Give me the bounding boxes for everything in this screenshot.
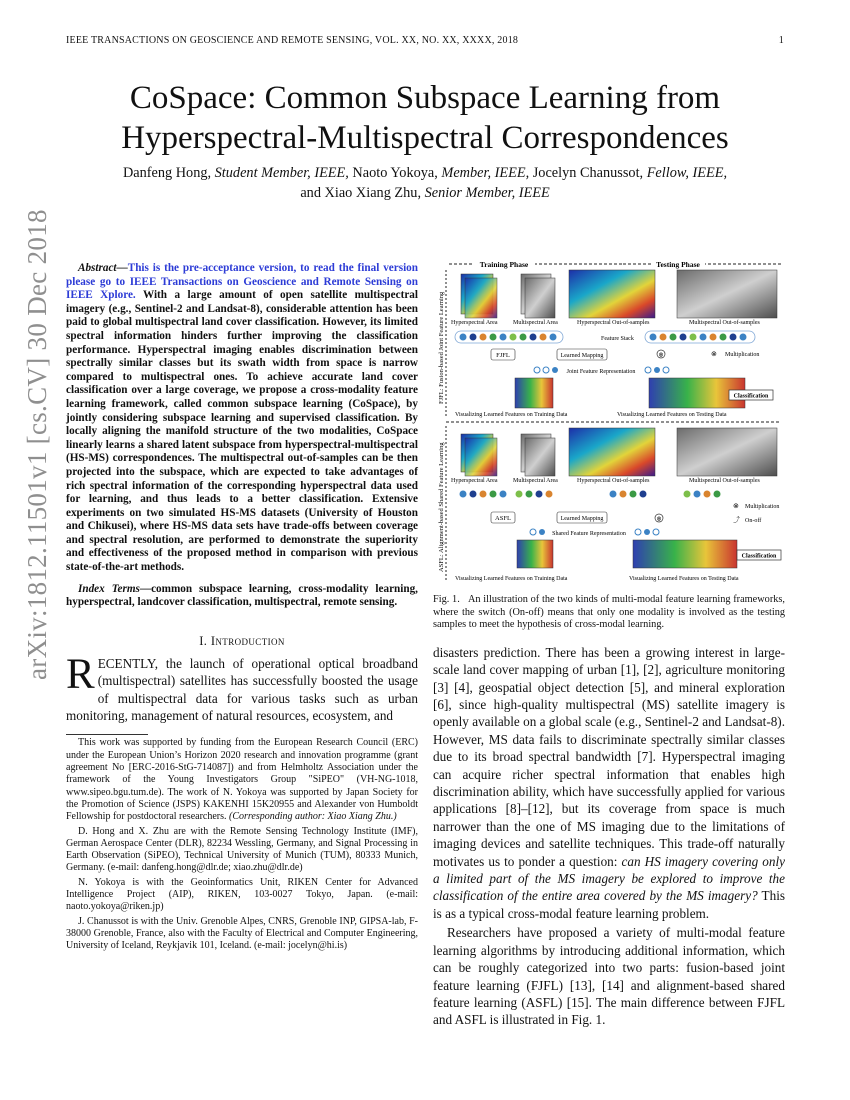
author-name: Naoto Yokoya, bbox=[348, 165, 442, 181]
on-off-legend-icon: ⤴ bbox=[733, 516, 740, 524]
footnote-affiliation-hong-zhu: D. Hong and X. Zhu are with the Remote Sensing Technology Institute (IMF), German Aerospace Center (DLR), 82234 Wessling, Germany, and Signal Processing in Earth Observation (SiPEO), Technical University of Munich (TUM), 80333 Munich, Germany. (e-mail: danfeng.hong@dlr.de; xiao.zhu@dlr.de) bbox=[66, 825, 418, 874]
classification-label-top: Classification bbox=[733, 393, 769, 400]
shared-rep-label: Shared Feature Representation bbox=[552, 531, 626, 537]
section-number: I. bbox=[199, 633, 208, 648]
vis-train-image-bottom bbox=[517, 540, 553, 568]
abstract-final-version-link[interactable]: This is the pre-acceptance version, to read the final version please go to IEEE Transactions on Geoscience and Remote Sensing on IEEE Xplore. bbox=[66, 262, 418, 302]
abstract-body: With a large amount of open satellite multispectral imagery (e.g., Sentinel-2 and Landsat-8), considerable attention has been paid to global multispectral land cover classification. However, its limited spectral information hinders further improving the classification performance. Hyperspectral imaging enables discrimination between spectrally similar classes but its swath width from space is narrow compared to multispectral ones. To achieve accurate land cover classification over a large coverage, we propose a cross-modality feature learning framework, called common subspace learning (CoSpace), by jointly considering subspace learning and supervised classification. By locally aligning the manifold structure of the two modalities, CoSpace linearly learns a shared latent subspace from hyperspectral-multispectral (HS-MS) correspondences. The multispectral out-of-samples can be then projected into the subspace, which are expected to take advantages of rich spectral information of the corresponding hyperspectral data used for learning, and thus leads to a better classification. Extensive experiments on two simulated HS-MS datasets (University of Houston and Chikusei), where HS-MS data sets have trade-offs between coverage and spectral resolution, are performed to demonstrate the superiority and effectiveness of the proposed method in comparison with previous state-of-the-art methods. bbox=[66, 289, 418, 574]
right-column bbox=[433, 256, 785, 1029]
paragraph-researchers: Researchers have proposed a variety of multi-modal feature learning algorithms by introducing additional information, which can be roughly categorized into two parts: fusion-based joint feature learning (FJFL) [13], [14] and alignment-based shared feature learning (ASFL) [15]. The main difference between FJFL and ASFL is illustrated in Fig. 1. bbox=[433, 925, 785, 1028]
ms-out-label: Multispectral Out-of-samples bbox=[689, 320, 760, 326]
ms-area-label: Multispectral Area bbox=[513, 478, 558, 484]
intro-paragraph bbox=[66, 650, 418, 725]
feature-stack-label: Feature Stack bbox=[601, 336, 634, 342]
vis-test-image-bottom bbox=[633, 540, 737, 568]
fjfl-side-label: FJFL: Fusion-based Joint Feature Learning bbox=[438, 291, 445, 404]
multiplication-symbol: ⊗ bbox=[658, 352, 664, 359]
ms-area-label: Multispectral Area bbox=[513, 320, 558, 326]
hs-out-label: Hyperspectral Out-of-samples bbox=[577, 320, 650, 326]
fjfl-label: FJFL bbox=[496, 352, 510, 359]
multiplication-legend-icon: ⊗ bbox=[733, 502, 739, 510]
vis-test-label-bottom: Visualizing Learned Features on Testing Data bbox=[629, 576, 739, 582]
vis-train-image-top bbox=[515, 378, 553, 408]
hs-out-of-samples-image bbox=[569, 270, 655, 318]
learned-mapping-label: Learned Mapping bbox=[560, 353, 604, 359]
testing-phase-label: Testing Phase bbox=[656, 260, 700, 269]
abstract bbox=[66, 262, 418, 575]
ms-area-image bbox=[525, 438, 555, 476]
index-terms bbox=[66, 583, 418, 610]
ms-area-image bbox=[525, 278, 555, 318]
caption-label: Fig. 1. bbox=[433, 594, 460, 605]
training-phase-label: Training Phase bbox=[479, 260, 529, 269]
corresponding-author: (Corresponding author: Xiao Xiang Zhu.) bbox=[229, 811, 397, 823]
asfl-training-dots bbox=[460, 491, 553, 498]
asfl-label: ASFL bbox=[495, 515, 511, 522]
paragraph-continued bbox=[433, 644, 785, 923]
arxiv-stamp: arXiv:1812.11501v1 [cs.CV] 30 Dec 2018 bbox=[22, 209, 52, 680]
author-list bbox=[70, 163, 780, 203]
footnote-affiliation-yokoya: N. Yokoya is with the Geoinformatics Unit, RIKEN Center for Advanced Intelligence Project (AIP), RIKEN, 103-0027 Tokyo, Japan. (e-mail: naoto.yokoya@riken.jp) bbox=[66, 876, 418, 913]
ms-out-of-samples-image bbox=[677, 428, 777, 476]
footnote-affiliation-chanussot: J. Chanussot is with the Univ. Grenoble Alpes, CNRS, Grenoble INP, GIPSA-lab, F-38000 Grenoble, France, also with the Faculty of Electrical and Computer Engineering, University of Iceland, Reykjavik 101, Iceland. (e-mail: jocelyn@hi.is) bbox=[66, 915, 418, 952]
asfl-side-label: ASFL: Alignment-based Shared Feature Learning bbox=[438, 442, 445, 572]
multiplication-legend-icon: ⊗ bbox=[711, 350, 717, 358]
caption-text: An illustration of the two kinds of multi-modal feature learning frameworks, where the switch (On-off) means that only one modality is involved as the testing samples to meet the hypothesis of cross-modal learning. bbox=[433, 594, 785, 631]
paragraph-text: disasters prediction. There has been a growing interest in large-scale land cover mapping of urban [1], [2], agriculture monitoring [3] [4], geospatial object detection [5], and mineral exploration [6], since high-quality multispectral (MS) satellite imagery is openly available on a global scale (e.g., Sentinel-2 and Landsat-8). However, MS data fails to discriminate spectrally similar classes due to its broad spectral bandwidth [7]. Hyperspectral imaging can acquire richer spectral information that enables high discrimination ability, which have successfully applied for various applications [8]–[12], but its coverage from space is much narrower than the one of MS imaging due to the limitations of imaging devices and satellite techniques. This trade-off naturally motivates us to ponder a question: bbox=[433, 644, 785, 869]
page-number: 1 bbox=[778, 35, 784, 46]
abstract-lead: Abstract bbox=[78, 262, 117, 274]
on-off-legend: On-off bbox=[745, 518, 762, 524]
feature-stack-testing bbox=[645, 331, 755, 343]
index-terms-lead: Index Terms bbox=[78, 582, 140, 595]
author-name: and Xiao Xiang Zhu, bbox=[300, 185, 425, 201]
drop-cap: R bbox=[66, 650, 95, 698]
learned-mapping-label: Learned Mapping bbox=[560, 516, 604, 522]
footnote-funding-text: This work was supported by funding from the European Research Council (ERC) under the European Union’s Horizon 2020 research and innovation programme (grant agreement No [ERC-2016-StG-714087]) and from Helmholtz Association under the framework of the Young Investigators Group "SiPEO" (VH-NG-1018, www.sipeo.bgu.tum.de). The work of N. Yokoya was supported by Japan Society for the Promotion of Science (JSPS) KAKENHI 15K20955 and Alexander von Humboldt Fellowship for postdoctoral researchers. bbox=[66, 737, 418, 823]
classification-label-bottom: Classification bbox=[741, 553, 777, 560]
hs-area-label: Hyperspectral Area bbox=[451, 478, 498, 484]
footnote-rule bbox=[66, 734, 148, 735]
left-column bbox=[66, 262, 418, 953]
author-role: Member, IEEE, bbox=[441, 165, 530, 181]
hs-out-of-samples-image bbox=[569, 428, 655, 476]
intro-small-caps: ECENTLY bbox=[97, 655, 155, 671]
intro-text: , the launch of operational optical broadband (multispectral) satellites has successfully boosted the usage of multispectral data for various tasks such as urban monitoring, management of natural resources, ecosystem, and bbox=[66, 655, 418, 724]
multiplication-symbol: ⊗ bbox=[656, 516, 662, 523]
author-role: Student Member, IEEE, bbox=[214, 165, 349, 181]
hs-area-image bbox=[465, 278, 497, 318]
running-header bbox=[66, 35, 784, 49]
paragraph-text: This is as a typical cross-modal feature learning problem. bbox=[433, 888, 785, 921]
research-question: can HS imagery covering only a limited part of the MS imagery be explored to improve the classification of the entire area covered by the MS imagery? bbox=[433, 853, 785, 904]
vis-train-label-top: Visualizing Learned Features on Training Data bbox=[455, 412, 568, 418]
section-title: Introduction bbox=[210, 633, 285, 648]
author-name: Danfeng Hong, bbox=[122, 165, 215, 181]
vis-train-label-bottom: Visualizing Learned Features on Training Data bbox=[455, 576, 568, 582]
asfl-testing-dots bbox=[610, 491, 721, 498]
author-role: Fellow, IEEE, bbox=[646, 165, 728, 181]
hs-area-label: Hyperspectral Area bbox=[451, 320, 498, 326]
author-name: Jocelyn Chanussot, bbox=[529, 165, 647, 181]
hs-area-image bbox=[465, 438, 497, 476]
abstract-dash: — bbox=[116, 262, 128, 274]
paper-title bbox=[60, 78, 790, 158]
joint-rep-label: Joint Feature Representation bbox=[566, 369, 636, 375]
ms-out-label: Multispectral Out-of-samples bbox=[689, 478, 760, 484]
multiplication-legend: Multiplication bbox=[725, 352, 760, 358]
vis-test-label-top: Visualizing Learned Features on Testing Data bbox=[617, 412, 727, 418]
title-line-2: Hyperspectral-Multispectral Correspondences bbox=[121, 120, 729, 156]
ms-out-of-samples-image bbox=[677, 270, 777, 318]
figure-caption bbox=[433, 594, 785, 632]
multiplication-legend: Multiplication bbox=[745, 504, 780, 510]
author-role: Senior Member, IEEE bbox=[424, 185, 550, 201]
body-text-right bbox=[433, 644, 785, 1029]
title-line-1: CoSpace: Common Subspace Learning from bbox=[129, 80, 721, 116]
figure-1 bbox=[433, 256, 785, 586]
footnote-funding bbox=[66, 737, 418, 823]
feature-stack-training bbox=[455, 331, 563, 343]
figure-diagram bbox=[433, 256, 785, 586]
section-heading bbox=[66, 634, 418, 649]
hs-out-label: Hyperspectral Out-of-samples bbox=[577, 478, 650, 484]
journal-name: IEEE TRANSACTIONS ON GEOSCIENCE AND REMOTE SENSING, VOL. XX, NO. XX, XXXX, 2018 bbox=[66, 35, 519, 46]
index-terms-body: —common subspace learning, cross-modality learning, hyperspectral, landcover classification, multispectral, remote sensing. bbox=[66, 582, 418, 609]
